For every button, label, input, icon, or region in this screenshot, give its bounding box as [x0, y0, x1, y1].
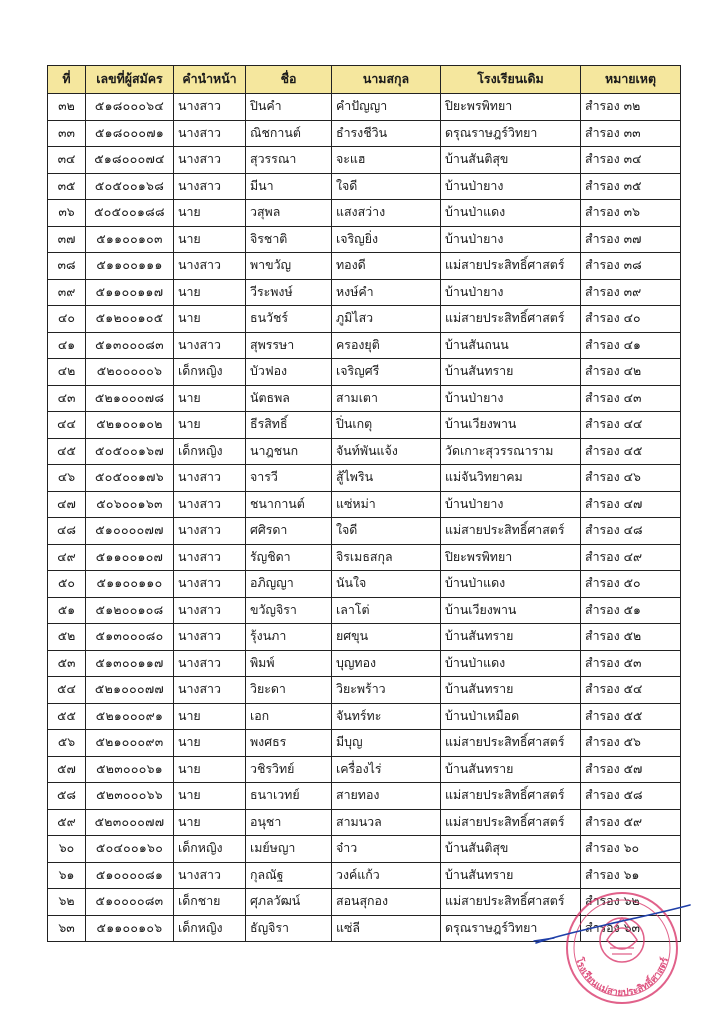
cell-first-name: จิรชาติ: [246, 226, 332, 253]
cell-remark: สำรอง ๖๑: [581, 862, 681, 889]
cell-no: ๖๐: [48, 836, 86, 863]
cell-previous-school: แม่สายประสิทธิ์ศาสตร์: [441, 809, 581, 836]
cell-first-name: วสุพล: [246, 200, 332, 227]
cell-applicant-id: ๕๑๑๐๐๑๑๐: [86, 571, 174, 598]
cell-prefix: นางสาว: [174, 491, 246, 518]
cell-last-name: เลาโต่: [332, 597, 441, 624]
cell-first-name: สุพรรษา: [246, 332, 332, 359]
cell-prefix: เด็กชาย: [174, 889, 246, 916]
cell-first-name: บัวฟอง: [246, 359, 332, 386]
table-row: [48, 200, 681, 227]
header-prefix: คำนำหน้า: [174, 66, 246, 94]
cell-previous-school: บ้านเวียงพาน: [441, 597, 581, 624]
cell-no: ๕๘: [48, 783, 86, 810]
cell-prefix: นาย: [174, 306, 246, 333]
cell-applicant-id: ๕๒๓๐๐๐๖๑: [86, 756, 174, 783]
cell-remark: สำรอง ๖๐: [581, 836, 681, 863]
cell-previous-school: วัดเกาะสุวรรณาราม: [441, 438, 581, 465]
cell-first-name: เอก: [246, 703, 332, 730]
cell-remark: สำรอง ๖๓: [581, 915, 681, 942]
table-row: [48, 571, 681, 598]
cell-prefix: นาย: [174, 756, 246, 783]
cell-remark: สำรอง ๖๒: [581, 889, 681, 916]
cell-applicant-id: ๕๒๓๐๐๐๖๖: [86, 783, 174, 810]
cell-first-name: สุวรรณา: [246, 147, 332, 174]
cell-prefix: เด็กหญิง: [174, 359, 246, 386]
cell-previous-school: บ้านสันทราย: [441, 862, 581, 889]
cell-first-name: มีนา: [246, 173, 332, 200]
cell-applicant-id: ๕๐๖๐๐๑๖๓: [86, 491, 174, 518]
cell-previous-school: บ้านป่ายาง: [441, 385, 581, 412]
cell-last-name: เจริญศรี: [332, 359, 441, 386]
cell-remark: สำรอง ๔๕: [581, 438, 681, 465]
table-row: [48, 491, 681, 518]
cell-remark: สำรอง ๔๑: [581, 332, 681, 359]
cell-applicant-id: ๕๒๑๐๐๑๐๒: [86, 412, 174, 439]
cell-prefix: นางสาว: [174, 544, 246, 571]
table-row: [48, 624, 681, 651]
cell-remark: สำรอง ๕๒: [581, 624, 681, 651]
table-row: [48, 756, 681, 783]
cell-no: ๕๙: [48, 809, 86, 836]
cell-prefix: นางสาว: [174, 253, 246, 280]
cell-previous-school: ปิยะพรพิทยา: [441, 544, 581, 571]
cell-previous-school: บ้านสันทราย: [441, 756, 581, 783]
cell-applicant-id: ๕๑๓๐๐๐๘๓: [86, 332, 174, 359]
table-body: [48, 94, 681, 942]
cell-prefix: นาย: [174, 200, 246, 227]
cell-last-name: นันใจ: [332, 571, 441, 598]
cell-previous-school: แม่สายประสิทธิ์ศาสตร์: [441, 306, 581, 333]
cell-applicant-id: ๕๑๒๐๐๑๐๘: [86, 597, 174, 624]
header-applicant-id: เลขที่ผู้สมัคร: [86, 66, 174, 94]
cell-applicant-id: ๕๐๕๐๐๑๗๖: [86, 465, 174, 492]
cell-prefix: เด็กหญิง: [174, 438, 246, 465]
cell-last-name: สู้ไพริน: [332, 465, 441, 492]
cell-remark: สำรอง ๔๘: [581, 518, 681, 545]
cell-previous-school: แม่สายประสิทธิ์ศาสตร์: [441, 253, 581, 280]
cell-first-name: พาขวัญ: [246, 253, 332, 280]
cell-applicant-id: ๕๑๐๐๐๐๗๗: [86, 518, 174, 545]
cell-no: ๓๒: [48, 94, 86, 121]
cell-remark: สำรอง ๕๐: [581, 571, 681, 598]
cell-last-name: แซ่ลี: [332, 915, 441, 942]
cell-no: ๓๘: [48, 253, 86, 280]
table-row: [48, 306, 681, 333]
cell-last-name: ภูมิไสว: [332, 306, 441, 333]
cell-previous-school: บ้านป่ายาง: [441, 491, 581, 518]
cell-last-name: สอนสุกอง: [332, 889, 441, 916]
cell-remark: สำรอง ๕๙: [581, 809, 681, 836]
cell-remark: สำรอง ๕๔: [581, 677, 681, 704]
cell-previous-school: บ้านป่าแดง: [441, 650, 581, 677]
cell-last-name: หงษ์คำ: [332, 279, 441, 306]
cell-no: ๖๒: [48, 889, 86, 916]
table-row: [48, 703, 681, 730]
cell-no: ๕๐: [48, 571, 86, 598]
cell-no: ๓๙: [48, 279, 86, 306]
cell-no: ๔๓: [48, 385, 86, 412]
cell-remark: สำรอง ๓๙: [581, 279, 681, 306]
cell-no: ๕๕: [48, 703, 86, 730]
cell-remark: สำรอง ๔๗: [581, 491, 681, 518]
cell-first-name: ขวัญจิรา: [246, 597, 332, 624]
cell-prefix: นางสาว: [174, 862, 246, 889]
cell-prefix: นาย: [174, 783, 246, 810]
candidate-list-sheet: [47, 65, 680, 942]
cell-last-name: ปิ่นเกตุ: [332, 412, 441, 439]
cell-applicant-id: ๕๒๑๐๐๐๙๑: [86, 703, 174, 730]
table-row: [48, 677, 681, 704]
cell-applicant-id: ๕๒๑๐๐๐๙๓: [86, 730, 174, 757]
cell-no: ๕๓: [48, 650, 86, 677]
cell-previous-school: บ้านสันทราย: [441, 677, 581, 704]
cell-first-name: วิยะดา: [246, 677, 332, 704]
cell-first-name: ธนวัชร์: [246, 306, 332, 333]
cell-applicant-id: ๕๑๐๐๐๐๘๑: [86, 862, 174, 889]
cell-remark: สำรอง ๓๗: [581, 226, 681, 253]
cell-applicant-id: ๕๐๔๐๐๑๖๐: [86, 836, 174, 863]
cell-applicant-id: ๕๑๓๐๐๐๘๐: [86, 624, 174, 651]
reserve-list-table: [47, 65, 681, 942]
cell-prefix: นางสาว: [174, 120, 246, 147]
cell-previous-school: บ้านป่าแดง: [441, 571, 581, 598]
cell-no: ๓๕: [48, 173, 86, 200]
table-row: [48, 862, 681, 889]
cell-remark: สำรอง ๓๕: [581, 173, 681, 200]
table-row: [48, 253, 681, 280]
cell-no: ๖๑: [48, 862, 86, 889]
cell-last-name: มีบุญ: [332, 730, 441, 757]
cell-prefix: นางสาว: [174, 571, 246, 598]
cell-previous-school: บ้านสันติสุข: [441, 836, 581, 863]
cell-previous-school: บ้านสันถนน: [441, 332, 581, 359]
cell-last-name: แซ่หม่า: [332, 491, 441, 518]
cell-remark: สำรอง ๔๓: [581, 385, 681, 412]
cell-last-name: สามนวล: [332, 809, 441, 836]
header-remark: หมายเหตุ: [581, 66, 681, 94]
cell-last-name: ยศขุน: [332, 624, 441, 651]
cell-last-name: คำปัญญา: [332, 94, 441, 121]
cell-first-name: นัตธพล: [246, 385, 332, 412]
header-no: ที่: [48, 66, 86, 94]
cell-last-name: ทองดี: [332, 253, 441, 280]
cell-no: ๖๓: [48, 915, 86, 942]
cell-applicant-id: ๕๑๓๐๐๑๑๗: [86, 650, 174, 677]
cell-first-name: ศศิรดา: [246, 518, 332, 545]
cell-applicant-id: ๕๑๐๐๐๐๘๓: [86, 889, 174, 916]
cell-first-name: ธัญจิรา: [246, 915, 332, 942]
cell-prefix: นางสาว: [174, 147, 246, 174]
cell-last-name: วงค์แก้ว: [332, 862, 441, 889]
cell-no: ๔๔: [48, 412, 86, 439]
cell-no: ๔๙: [48, 544, 86, 571]
table-row: [48, 783, 681, 810]
cell-remark: สำรอง ๓๘: [581, 253, 681, 280]
cell-previous-school: ดรุณราษฎร์วิทยา: [441, 120, 581, 147]
cell-previous-school: ปิยะพรพิทยา: [441, 94, 581, 121]
table-row: [48, 597, 681, 624]
cell-no: ๕๒: [48, 624, 86, 651]
cell-last-name: ครองยุติ: [332, 332, 441, 359]
cell-applicant-id: ๕๑๘๐๐๐๗๔: [86, 147, 174, 174]
cell-previous-school: บ้านสันทราย: [441, 359, 581, 386]
cell-remark: สำรอง ๓๔: [581, 147, 681, 174]
cell-no: ๔๘: [48, 518, 86, 545]
table-row: [48, 544, 681, 571]
cell-remark: สำรอง ๕๘: [581, 783, 681, 810]
cell-last-name: ธำรงชีวิน: [332, 120, 441, 147]
stamp-text: โรงเรียนแม่สายประสิทธิ์ศาสตร์: [573, 956, 671, 999]
cell-applicant-id: ๕๐๕๐๐๑๖๘: [86, 173, 174, 200]
cell-remark: สำรอง ๓๖: [581, 200, 681, 227]
cell-prefix: นาย: [174, 412, 246, 439]
cell-last-name: วิยะพร้าว: [332, 677, 441, 704]
cell-last-name: ใจดี: [332, 173, 441, 200]
cell-remark: สำรอง ๕๓: [581, 650, 681, 677]
cell-no: ๓๔: [48, 147, 86, 174]
cell-prefix: นาย: [174, 226, 246, 253]
cell-prefix: นางสาว: [174, 677, 246, 704]
table-row: [48, 650, 681, 677]
cell-previous-school: แม่จันวิทยาคม: [441, 465, 581, 492]
cell-first-name: นาฎชนก: [246, 438, 332, 465]
table-row: [48, 412, 681, 439]
cell-remark: สำรอง ๓๒: [581, 94, 681, 121]
cell-applicant-id: ๕๑๑๐๐๑๐๖: [86, 915, 174, 942]
cell-first-name: พิมพ์: [246, 650, 332, 677]
cell-last-name: เจริญยิ่ง: [332, 226, 441, 253]
cell-previous-school: บ้านป่ายาง: [441, 279, 581, 306]
cell-prefix: นางสาว: [174, 465, 246, 492]
cell-prefix: นางสาว: [174, 624, 246, 651]
table-row: [48, 465, 681, 492]
cell-previous-school: แม่สายประสิทธิ์ศาสตร์: [441, 730, 581, 757]
cell-previous-school: บ้านป่ายาง: [441, 226, 581, 253]
cell-previous-school: บ้านสันทราย: [441, 624, 581, 651]
table-row: [48, 359, 681, 386]
cell-applicant-id: ๕๒๓๐๐๐๗๗: [86, 809, 174, 836]
cell-previous-school: แม่สายประสิทธิ์ศาสตร์: [441, 889, 581, 916]
header-last-name: นามสกุล: [332, 66, 441, 94]
cell-first-name: ศุภลวัฒน์: [246, 889, 332, 916]
cell-prefix: นาย: [174, 730, 246, 757]
cell-first-name: อนุชา: [246, 809, 332, 836]
cell-remark: สำรอง ๕๕: [581, 703, 681, 730]
table-row: [48, 226, 681, 253]
cell-first-name: กุลณัฐ: [246, 862, 332, 889]
cell-last-name: บุญทอง: [332, 650, 441, 677]
cell-last-name: จะแฮ: [332, 147, 441, 174]
cell-remark: สำรอง ๓๓: [581, 120, 681, 147]
cell-prefix: นางสาว: [174, 173, 246, 200]
cell-applicant-id: ๕๑๘๐๐๐๗๑: [86, 120, 174, 147]
table-row: [48, 120, 681, 147]
cell-first-name: จารวี: [246, 465, 332, 492]
cell-applicant-id: ๕๑๑๐๐๑๐๓: [86, 226, 174, 253]
cell-applicant-id: ๕๑๑๐๐๑๑๑: [86, 253, 174, 280]
cell-no: ๔๕: [48, 438, 86, 465]
cell-last-name: สายทอง: [332, 783, 441, 810]
table-row: [48, 730, 681, 757]
cell-applicant-id: ๕๒๑๐๐๐๗๗: [86, 677, 174, 704]
cell-previous-school: บ้านป่าแดง: [441, 200, 581, 227]
cell-last-name: สามเตา: [332, 385, 441, 412]
cell-no: ๓๓: [48, 120, 86, 147]
table-header-row: [48, 66, 681, 94]
cell-prefix: นางสาว: [174, 597, 246, 624]
cell-prefix: นางสาว: [174, 94, 246, 121]
cell-remark: สำรอง ๔๙: [581, 544, 681, 571]
cell-previous-school: แม่สายประสิทธิ์ศาสตร์: [441, 783, 581, 810]
cell-applicant-id: ๕๒๐๐๐๐๐๖: [86, 359, 174, 386]
cell-applicant-id: ๕๐๕๐๐๑๖๗: [86, 438, 174, 465]
cell-previous-school: บ้านสันติสุข: [441, 147, 581, 174]
cell-first-name: วชิรวิทย์: [246, 756, 332, 783]
cell-no: ๓๗: [48, 226, 86, 253]
cell-previous-school: แม่สายประสิทธิ์ศาสตร์: [441, 518, 581, 545]
table-row: [48, 279, 681, 306]
cell-no: ๕๗: [48, 756, 86, 783]
cell-previous-school: บ้านป่าเหมือด: [441, 703, 581, 730]
cell-prefix: นาย: [174, 279, 246, 306]
cell-no: ๕๑: [48, 597, 86, 624]
cell-previous-school: บ้านป่ายาง: [441, 173, 581, 200]
cell-remark: สำรอง ๕๑: [581, 597, 681, 624]
cell-prefix: นางสาว: [174, 518, 246, 545]
cell-last-name: แสงสว่าง: [332, 200, 441, 227]
table-row: [48, 173, 681, 200]
cell-prefix: เด็กหญิง: [174, 915, 246, 942]
cell-no: ๔๑: [48, 332, 86, 359]
cell-prefix: นาย: [174, 809, 246, 836]
cell-prefix: นางสาว: [174, 332, 246, 359]
cell-remark: สำรอง ๕๗: [581, 756, 681, 783]
cell-first-name: พงศธร: [246, 730, 332, 757]
cell-applicant-id: ๕๐๕๐๐๑๘๘: [86, 200, 174, 227]
table-row: [48, 438, 681, 465]
cell-last-name: จันท์พันแจ้ง: [332, 438, 441, 465]
cell-remark: สำรอง ๔๐: [581, 306, 681, 333]
table-row: [48, 809, 681, 836]
cell-first-name: ธีรสิทธิ์: [246, 412, 332, 439]
table-row: [48, 147, 681, 174]
table-row: [48, 385, 681, 412]
cell-previous-school: ดรุณราษฎร์วิทยา: [441, 915, 581, 942]
table-row: [48, 332, 681, 359]
cell-applicant-id: ๕๑๑๐๐๑๑๗: [86, 279, 174, 306]
cell-previous-school: บ้านเวียงพาน: [441, 412, 581, 439]
cell-applicant-id: ๕๑๘๐๐๐๖๔: [86, 94, 174, 121]
cell-first-name: ณิชกานต์: [246, 120, 332, 147]
table-row: [48, 94, 681, 121]
cell-remark: สำรอง ๔๒: [581, 359, 681, 386]
cell-first-name: รุ้งนภา: [246, 624, 332, 651]
cell-last-name: จันทร์ทะ: [332, 703, 441, 730]
cell-no: ๕๖: [48, 730, 86, 757]
cell-remark: สำรอง ๔๖: [581, 465, 681, 492]
cell-no: ๔๖: [48, 465, 86, 492]
cell-applicant-id: ๕๑๒๐๐๑๐๕: [86, 306, 174, 333]
cell-first-name: อภิญญา: [246, 571, 332, 598]
cell-prefix: เด็กหญิง: [174, 836, 246, 863]
header-previous-school: โรงเรียนเดิม: [441, 66, 581, 94]
cell-prefix: นางสาว: [174, 650, 246, 677]
header-first-name: ชื่อ: [246, 66, 332, 94]
cell-no: ๓๖: [48, 200, 86, 227]
cell-first-name: วีระพงษ์: [246, 279, 332, 306]
cell-applicant-id: ๕๒๑๐๐๐๗๘: [86, 385, 174, 412]
cell-first-name: ชนากานต์: [246, 491, 332, 518]
cell-prefix: นาย: [174, 703, 246, 730]
cell-no: ๔๗: [48, 491, 86, 518]
cell-last-name: เครื่องไร่: [332, 756, 441, 783]
cell-no: ๕๔: [48, 677, 86, 704]
table-row: [48, 836, 681, 863]
cell-no: ๔๒: [48, 359, 86, 386]
cell-remark: สำรอง ๔๔: [581, 412, 681, 439]
cell-prefix: นาย: [174, 385, 246, 412]
cell-first-name: ธนาเวทย์: [246, 783, 332, 810]
cell-last-name: จ๋าว: [332, 836, 441, 863]
cell-remark: สำรอง ๕๖: [581, 730, 681, 757]
cell-first-name: ปินคำ: [246, 94, 332, 121]
cell-last-name: ใจดี: [332, 518, 441, 545]
cell-first-name: เมย์ษญา: [246, 836, 332, 863]
signature-mark: [530, 895, 695, 955]
cell-last-name: จิรเมธสกุล: [332, 544, 441, 571]
cell-no: ๔๐: [48, 306, 86, 333]
cell-first-name: รัญชิดา: [246, 544, 332, 571]
table-row: [48, 518, 681, 545]
cell-applicant-id: ๕๑๑๐๐๑๐๗: [86, 544, 174, 571]
